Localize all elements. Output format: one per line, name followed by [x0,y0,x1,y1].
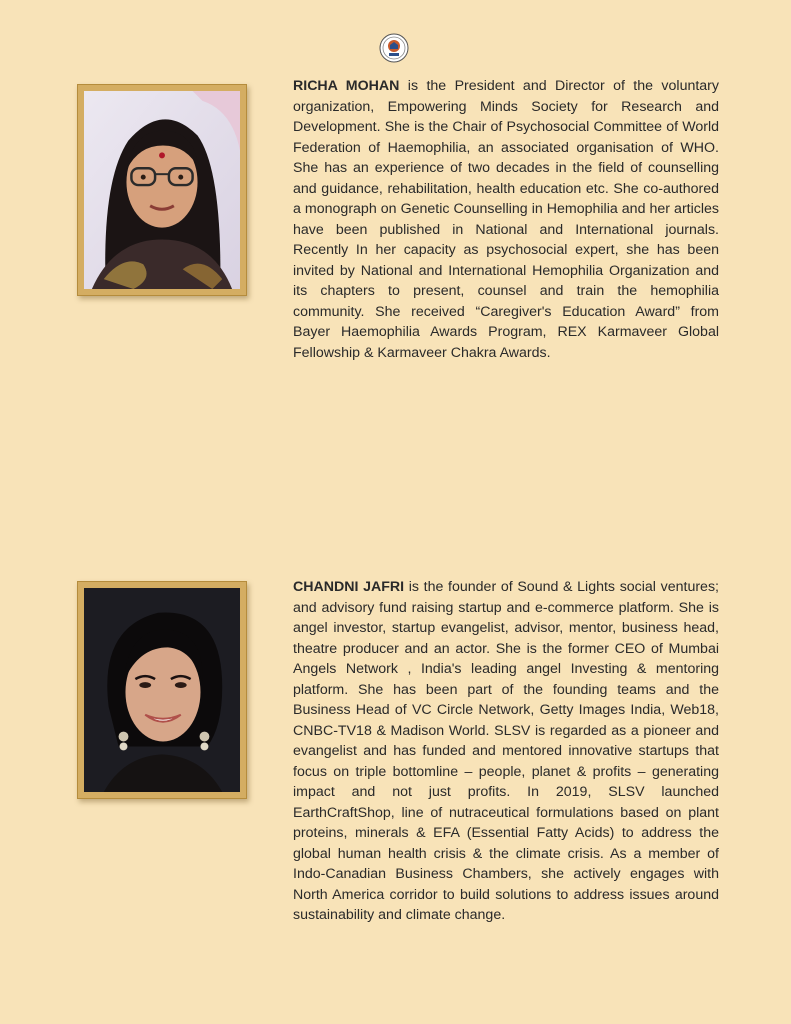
profile-photo [77,84,247,296]
profile-bio [293,76,719,363]
society-seal-icon [379,33,409,63]
profile-bio [293,577,719,926]
profile-name: CHANDNI JAFRI [293,579,405,595]
profile-photo [77,581,247,799]
profile-name: RICHA MOHAN [293,78,400,94]
portrait-photo-chandni-jafri [84,588,240,792]
profile-bio-text: is the President and Director of the voluntary organization, Empowering Minds Society for Research and Development. She is the Chair of Psychosocial Committee of World Federation of Haemophilia, an associated organisation of WHO. She has an experience of two decades in the field of counselling and guidance, rehabilitation, health education etc. She co-authored a monograph on Genetic Counselling in Hemophilia and her articles have been published in National and International journals. Recently In her capacity as psychosocial expert, she has been invited by National and International Hemophilia Organization and its chapters to present, counsel and train the hemophilia community. She received “Caregiver's Education Award” from Bayer Haemophilia Awards Program, REX Karmaveer Global Fellowship & Karmaveer Chakra Awards. [293,78,719,361]
portrait-photo-richa-mohan [84,91,240,289]
profile-bio-text: is the founder of Sound & Lights social ventures; and advisory fund raising startup and e-commerce platform. She is angel investor, startup evangelist, advisor, mentor, business head, theatre producer and an actor. She is the former CEO of Mumbai Angels Network , India's leading angel Investing & mentoring platform. She has been part of the founding teams and the Business Head of VC Circle Network, Getty Images India, Web18, CNBC-TV18 & Madison World. SLSV is regarded as a pioneer and evangelist and has funded and mentored innovative startups that focus on triple bottomline – people, planet & profits – generating impact and not just profits. In 2019, SLSV launched EarthCraftShop, line of nutraceutical formulations based on plant proteins, minerals & EFA (Essential Fatty Acids) to address the global human health crisis & the climate crisis. As a member of Indo-Canadian Business Chambers, she actively engages with North America corridor to build solutions to address issues around sustainability and climate change. [293,579,719,923]
